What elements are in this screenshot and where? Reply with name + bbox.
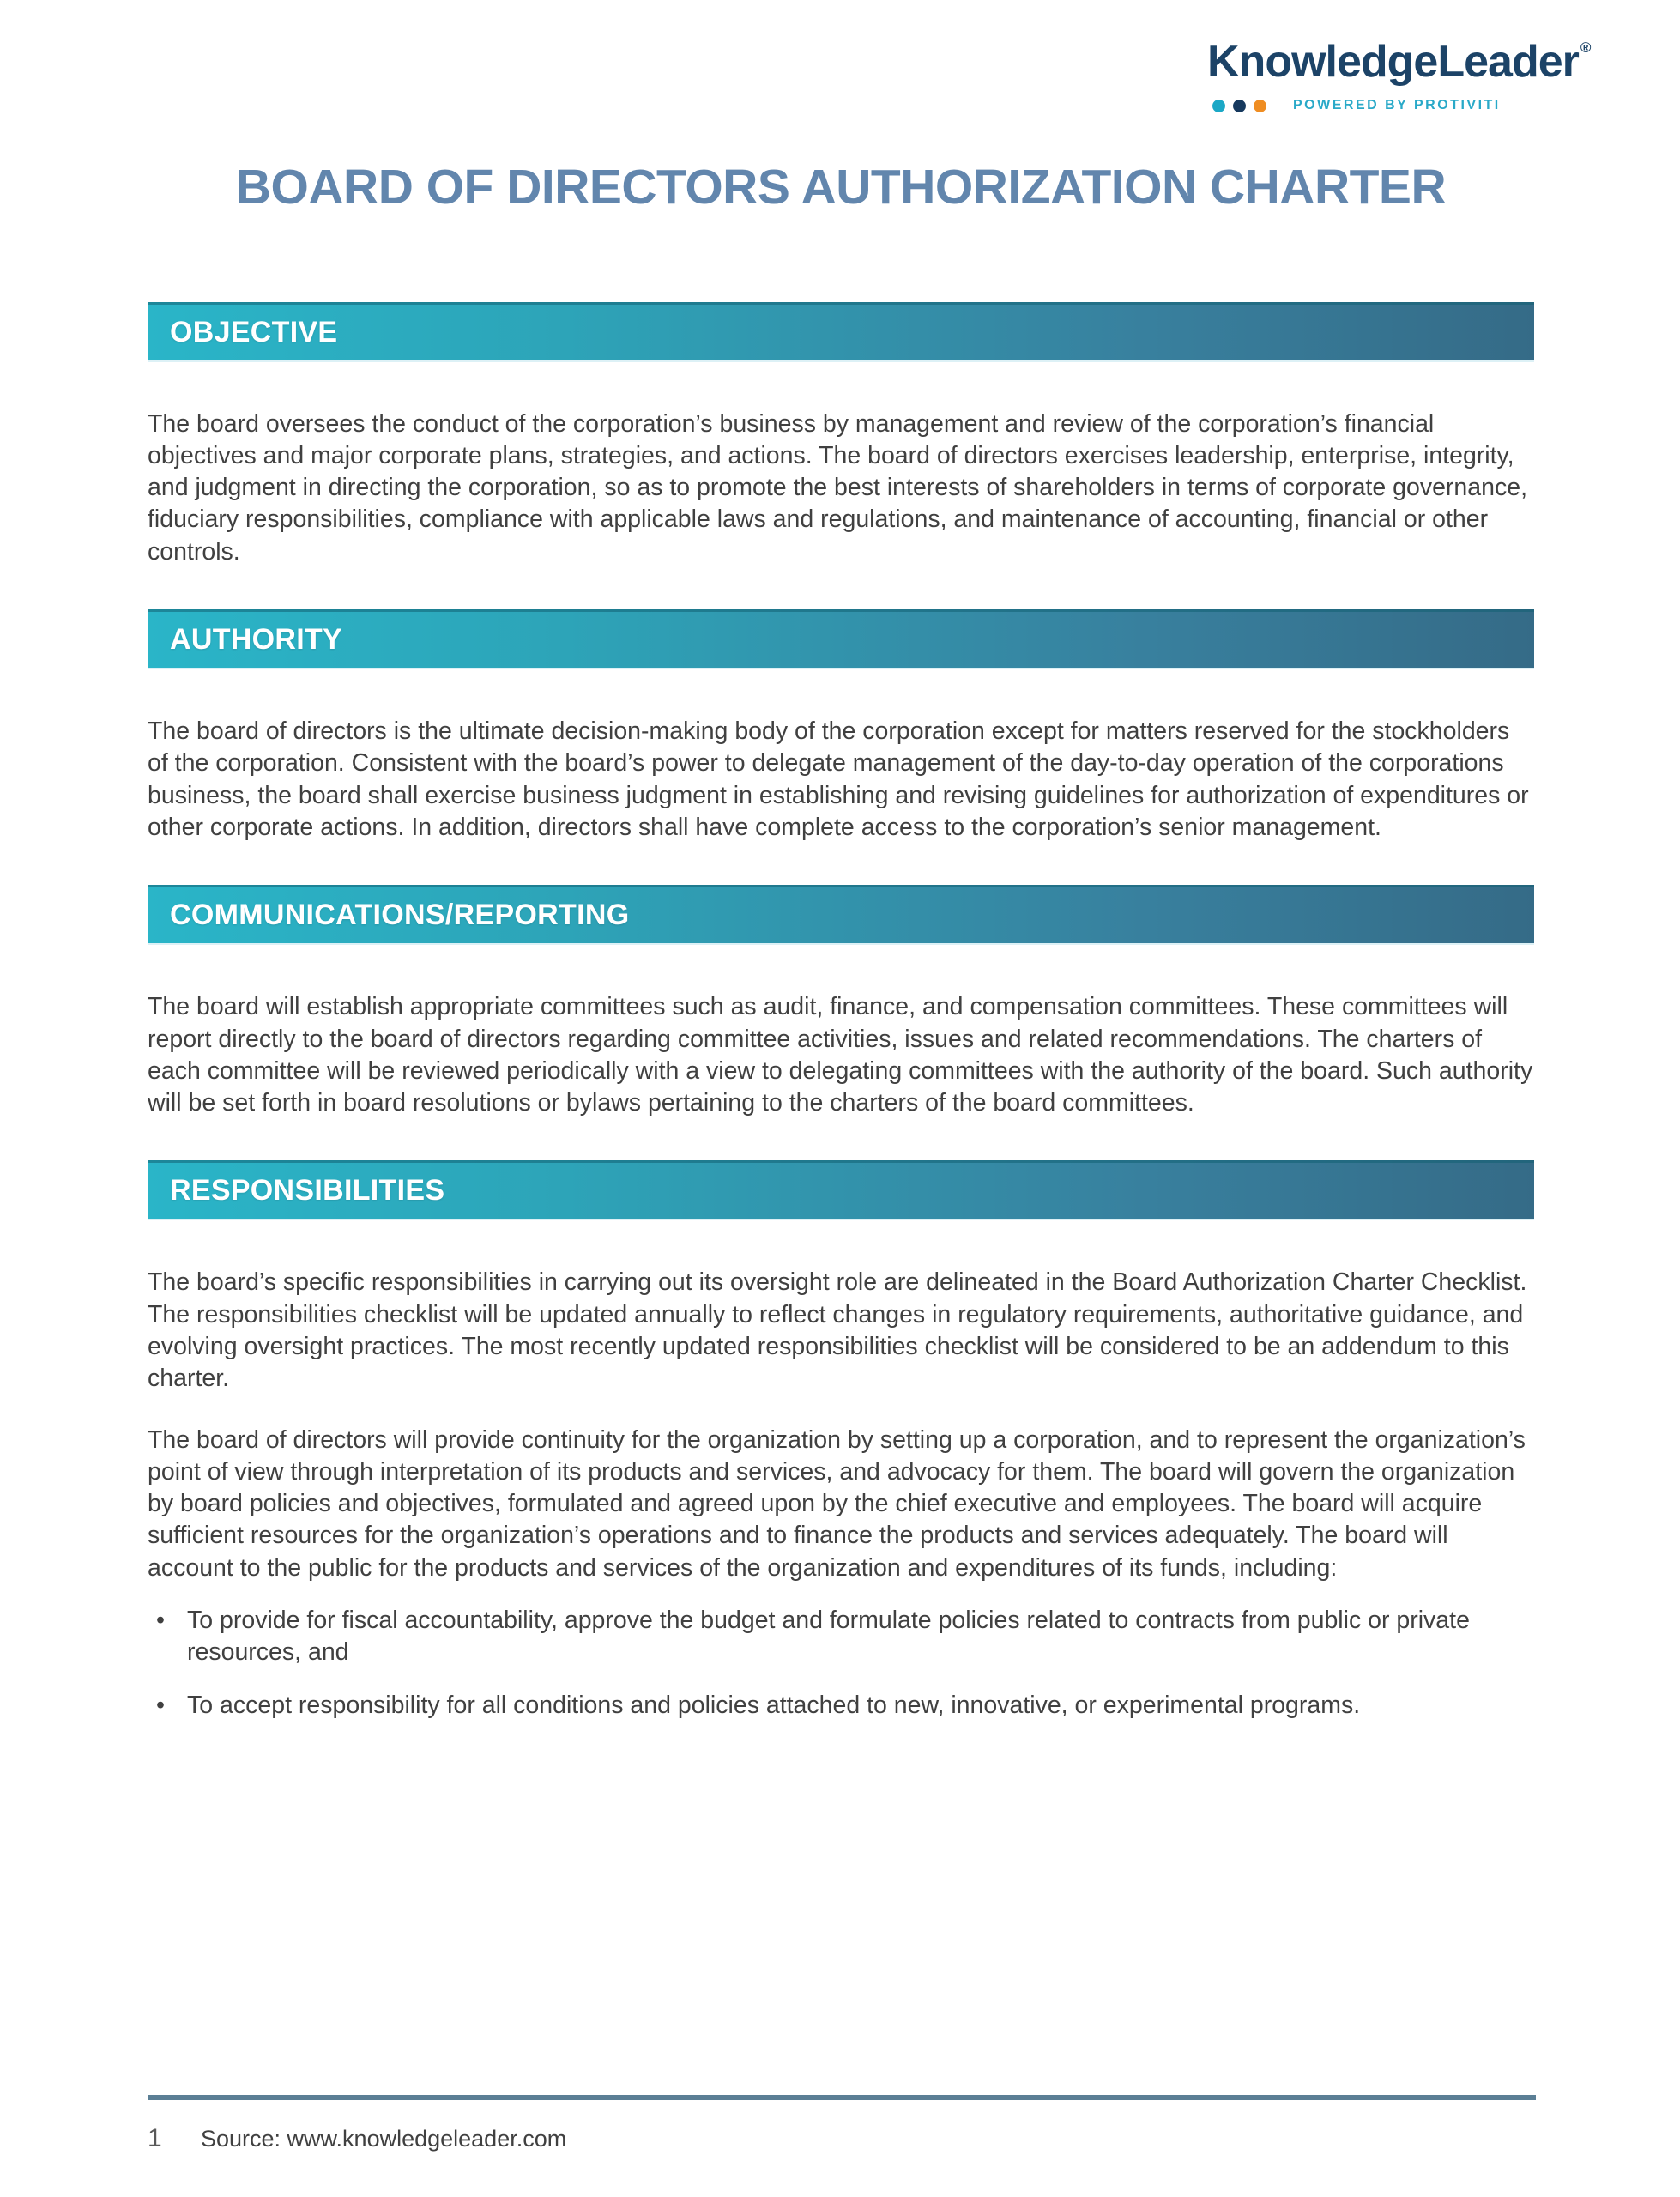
section-heading-bar xyxy=(148,885,1534,945)
bullet-text-2: To accept responsibility for all conditions and policies attached to new, innovative, or experimental programs. xyxy=(187,1691,1361,1719)
bullet-icon: • xyxy=(156,1691,165,1719)
bullet-icon: • xyxy=(156,1607,165,1635)
knowledgeleader-logo xyxy=(1207,36,1591,113)
logo-dot-navy-icon xyxy=(1233,100,1246,112)
list-item xyxy=(148,1690,1534,1722)
section-heading-bar xyxy=(148,609,1534,669)
section-authority xyxy=(148,609,1534,844)
brand-name: KnowledgeLeader xyxy=(1207,37,1579,87)
objective-paragraph: The board oversees the conduct of the corporation’s business by management and review of the corporation’s financial objectives and major corporate plans, strategies, and actions. The board of directors exercises leadership, enterprise, integrity, and judgment in directing the corporation, so as to promote the best interests of shareholders in terms of corporate governance, fiduciary responsibilities, compliance with applicable laws and regulations, and maintenance of accounting, financial or other controls. xyxy=(148,409,1527,566)
brand-row xyxy=(1207,36,1591,88)
footer-row xyxy=(148,2124,1536,2153)
section-heading-authority: AUTHORITY xyxy=(170,623,343,657)
section-heading-objective: OBJECTIVE xyxy=(170,315,338,348)
list-item xyxy=(148,1605,1534,1669)
logo-tagline: POWERED BY PROTIVITI xyxy=(1293,98,1501,112)
communications-paragraph: The board will establish appropriate committees such as audit, finance, and compensation committees. These committees will report directly to the board of directors regarding committee activities, issues and related recommendations. The charters of each committee will be reviewed periodically with a view to delegating committees with the authority of the board. Such authority will be set forth in board resolutions or bylaws pertaining to the charters of the board committees. xyxy=(148,993,1533,1117)
page-title: BOARD OF DIRECTORS AUTHORIZATION CHARTER xyxy=(235,160,1447,215)
logo-tagline-row xyxy=(1212,98,1591,113)
responsibilities-paragraph-2: The board of directors will provide continuity for the organization by setting up a corporation, and to represent the organization’s point of view through interpretation of its products and services, and advocacy for them. The board will govern the organization by board policies and objectives, formulated and agreed upon by the chief executive and employees. The board will acquire sufficient resources for the organization’s operations and to finance the products and services adequately. The board will account to the public for the products and services of the organization and expenditures of its funds, including: xyxy=(148,1425,1526,1582)
authority-paragraph: The board of directors is the ultimate decision-making body of the corporation except for matters reserved for the stockholders of the corporation. Consistent with the board’s power to delegate management of the day-to-day operation of the corporations business, the board shall exercise business judgment in establishing and revising guidelines for authorization of expenditures or other corporate actions. In addition, directors shall have complete access to the corporation’s senior management. xyxy=(148,717,1529,841)
bullet-text-1: To provide for fiscal accountability, approve the budget and formulate policies related to contracts from public or private resources, and xyxy=(187,1607,1470,1667)
responsibilities-paragraph-1: The board’s specific responsibilities in carrying out its oversight role are delineated in the Board Authorization Charter Checklist. The responsibilities checklist will be updated annually to reflect changes in regulatory requirements, authoritative guidance, and evolving oversight practices. The most recently updated responsibilities checklist will be considered to be an addendum to this charter. xyxy=(148,1268,1527,1393)
section-heading-bar xyxy=(148,1160,1534,1220)
logo-dot-orange-icon xyxy=(1254,100,1266,112)
section-heading-responsibilities: RESPONSIBILITIES xyxy=(170,1174,445,1207)
section-responsibilities xyxy=(148,1160,1534,1722)
page-number: 1 xyxy=(148,2124,162,2152)
section-communications-reporting xyxy=(148,885,1534,1119)
footer-divider xyxy=(148,2095,1536,2100)
registered-trademark-icon: ® xyxy=(1580,39,1592,56)
page-footer xyxy=(148,2095,1536,2153)
section-heading-bar xyxy=(148,302,1534,362)
logo-dot-teal-icon xyxy=(1212,100,1225,112)
section-objective xyxy=(148,302,1534,568)
source-text: Source: www.knowledgeleader.com xyxy=(201,2126,567,2152)
section-heading-communications: COMMUNICATIONS/REPORTING xyxy=(170,899,630,932)
responsibilities-bullet-list xyxy=(148,1605,1534,1722)
